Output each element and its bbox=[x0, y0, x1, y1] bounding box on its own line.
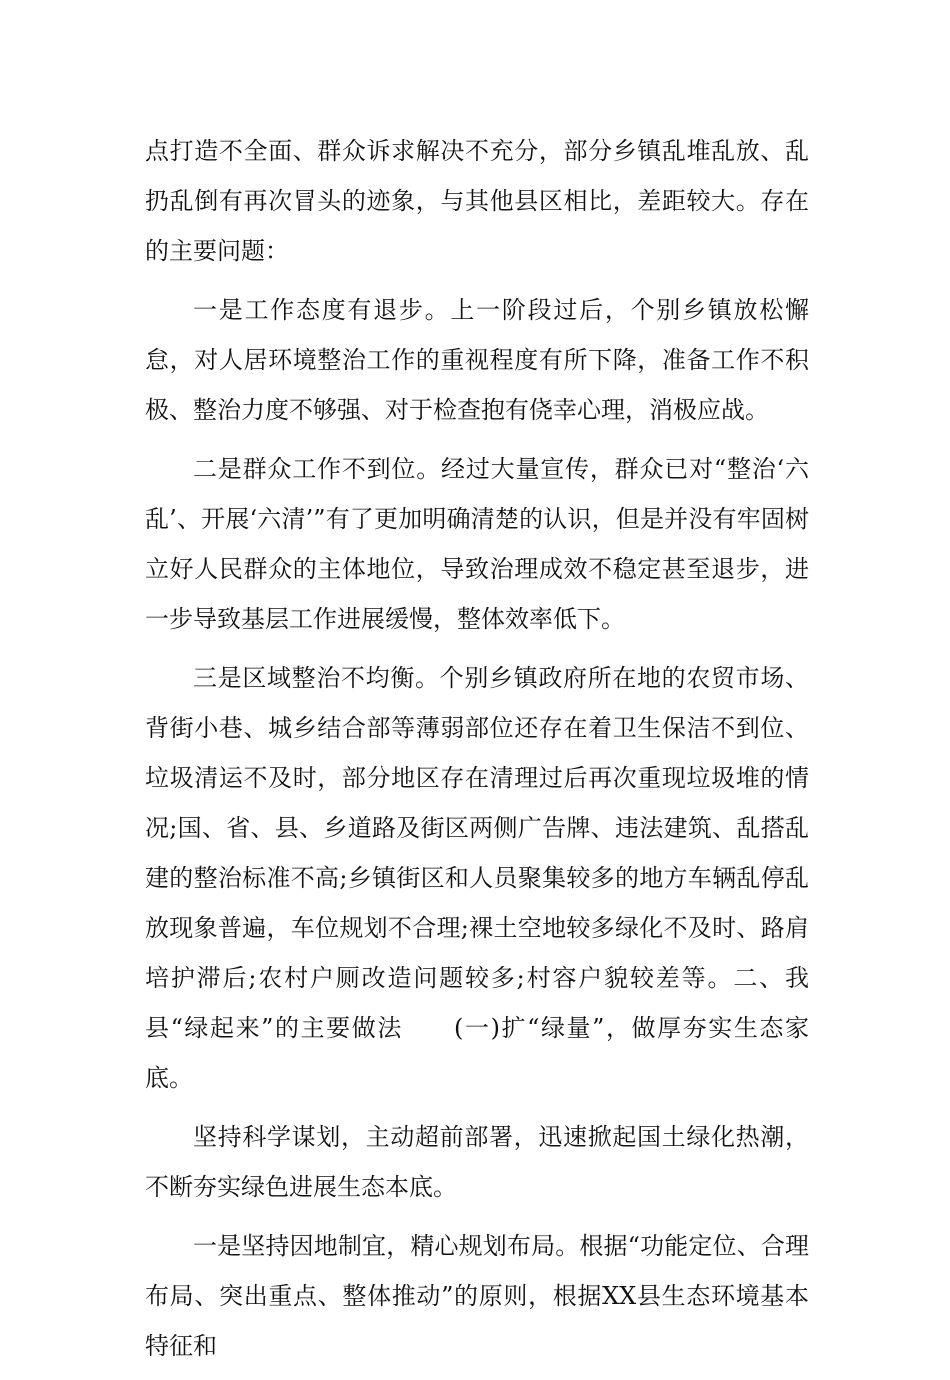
paragraph-work-attitude: 一是工作态度有退步。上一阶段过后，个别乡镇放松懈怠，对人居环境整治工作的重视程度有所下降，准备工作不积极、整治力度不够强、对于检查抱有侥幸心理，消极应战。 bbox=[145, 296, 809, 424]
paragraph-mass-work: 二是群众工作不到位。经过大量宣传，群众已对“整治‘六乱’、开展‘六清’”有了更加明确清楚的认识，但是并没有牢固树立好人民群众的主体地位，导致治理成效不稳定甚至退步，进一步导致基层工作进展缓慢，整体效率低下。 bbox=[145, 455, 809, 633]
paragraph-continuation: 点打造不全面、群众诉求解决不充分，部分乡镇乱堆乱放、乱扔乱倒有再次冒头的迹象，与其他县区相比，差距较大。存在的主要问题： bbox=[145, 137, 809, 265]
document-body bbox=[145, 126, 809, 1380]
paragraph-regional-rectification: 三是区域整治不均衡。个别乡镇政府所在地的农贸市场、背街小巷、城乡结合部等薄弱部位还存在着卫生保洁不到位、垃圾清运不及时，部分地区存在清理过后再次重现垃圾堆的情况;国、省、县、乡道路及街区两侧广告牌、违法建筑、乱搭乱建的整治标准不高;乡镇街区和人员聚集较多的地方车辆乱停乱放现象普遍，车位规划不合理;裸土空地较多绿化不及时、路肩培护滞后;农村户厕改造问题较多;村容户貌较差等。二、我县“绿起来”的主要做法 (一)扩“绿量”，做厚夯实生态家底。 bbox=[145, 664, 809, 1092]
paragraph-local-conditions: 一是坚持因地制宜，精心规划布局。根据“功能定位、合理布局、突出重点、整体推动”的原则，根据XX县生态环境基本特征和 bbox=[145, 1232, 809, 1360]
paragraph-scientific-planning: 坚持科学谋划，主动超前部署，迅速掀起国土绿化热潮，不断夯实绿色进展生态本底。 bbox=[145, 1123, 809, 1201]
